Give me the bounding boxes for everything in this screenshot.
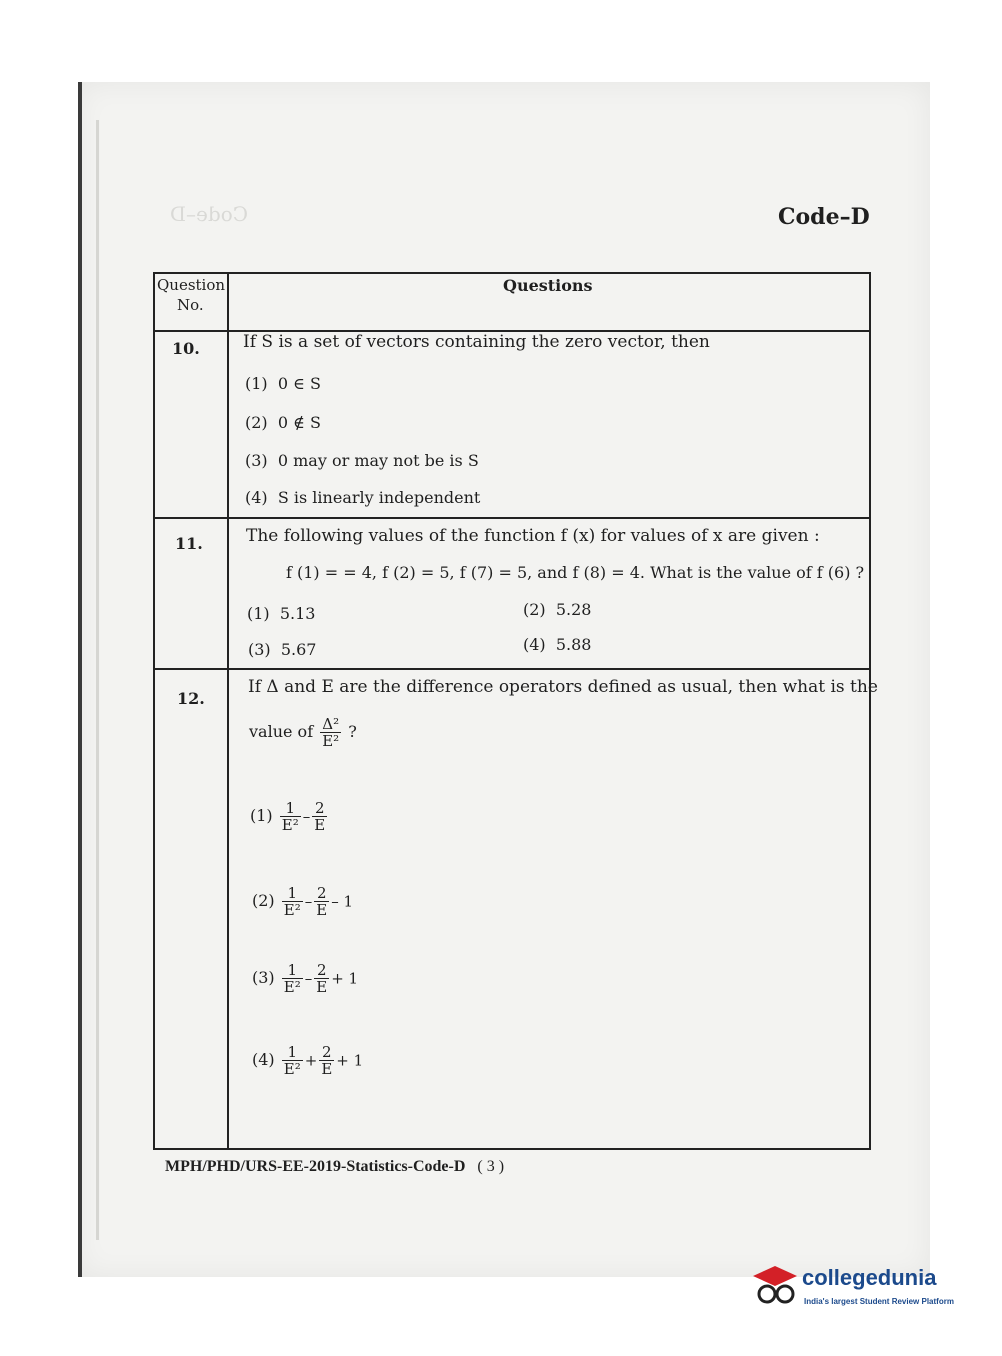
question-table: [153, 272, 871, 1150]
column-divider: [227, 272, 229, 1150]
question-text: If Δ and E are the difference operators defined as usual, then what is the: [248, 677, 878, 697]
option: (2) 0 ∉ S: [245, 413, 321, 432]
page-fold: [96, 120, 99, 1240]
question-text: The following values of the function f (x) for values of x are given :: [246, 526, 820, 546]
brand-tagline: India's largest Student Review Platform: [804, 1297, 954, 1306]
column-header-questions: Questions: [503, 276, 593, 295]
question-text-line2: f (1) = = 4, f (2) = 5, f (7) = 5, and f (8) = 4. What is the value of f (6) ?: [286, 563, 865, 582]
question-text: If S is a set of vectors containing the zero vector, then: [243, 332, 710, 352]
row-divider: [153, 668, 871, 670]
question-number: 10.: [172, 339, 200, 358]
page-edge: [78, 82, 82, 1277]
brand-name: collegedunia: [802, 1265, 937, 1290]
option: (3) $\frac{1}{\text{E²}}$ – $\frac{2}{E}$ + 1: [252, 961, 359, 996]
row-divider: [153, 517, 871, 519]
option: (1) 0 ∈ S: [245, 374, 321, 393]
option: (1) $\frac{1}{\text{E²}}$ – $\frac{2}{E}$: [250, 799, 326, 834]
page-footer: MPH/PHD/URS-EE-2019-Statistics-Code-D ( 3 ): [165, 1158, 505, 1175]
paper-code: Code–D: [778, 204, 870, 230]
option: (1) 5.13: [247, 604, 316, 623]
option: (4) 5.88: [523, 635, 592, 654]
question-expression: value of $\frac{\text{Δ²}}{\text{E²}}$ ?: [249, 715, 357, 750]
option: (4) S is linearly independent: [245, 488, 481, 507]
option: (3) 0 may or may not be is S: [245, 451, 479, 470]
bleed-through-code: Code–D: [170, 202, 249, 226]
option: (2) 5.28: [523, 600, 592, 619]
column-header-question-no: Question No.: [157, 276, 226, 314]
question-number: 12.: [177, 689, 205, 708]
option: (2) $\frac{1}{\text{E²}}$ – $\frac{2}{E}$ – 1: [252, 884, 353, 919]
option: (3) 5.67: [248, 640, 317, 659]
option: (4) $\frac{1}{\text{E²}}$ + $\frac{2}{E}$ + 1: [252, 1043, 364, 1078]
question-number: 11.: [175, 534, 203, 553]
